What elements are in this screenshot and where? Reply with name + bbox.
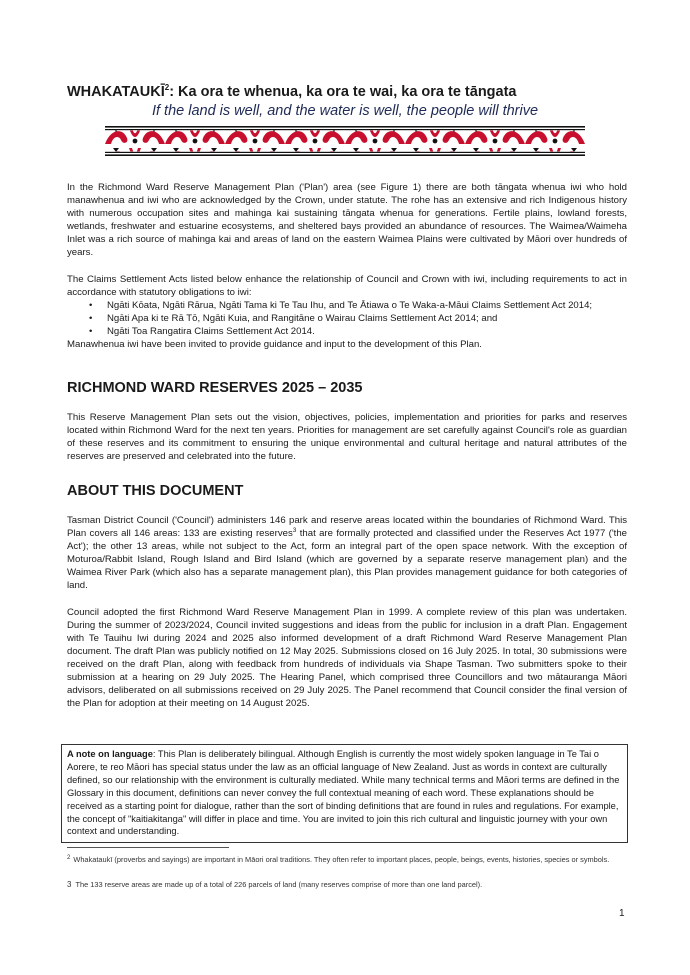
list-item: • Ngāti Apa ki te Rā Tō, Ngāti Kuia, and Rangitāne o Wairau Claims Settlement Act 2014; and [67,312,627,325]
footnote-marker: 3 [292,526,297,534]
whakatauki-maori-text: : Ka ora te whenua, ka ora te wai, ka ora te tāngata [169,84,517,100]
language-note-text: : This Plan is deliberately bilingual. Although English is currently the most widely spoken language in Te Tai o Aorere, te reo Māori has special status under the law as an official language of New Zealand. Just as words in context are culturally defined, so our relationship with the environment is culturally mediated. While many technical terms and Māori terms are defined in the Glossary in this document, definitions can never convey the full contextual meaning of each word. These explanations should be received as a starting point for dialogue, rather than the sort of binding definitions that are found in rules and regulations. For example, the concept of "kaitiakitanga" will differ in place and time. You are invited to join this rich cultural and linguistic journey with your own context and understanding. [67,749,620,837]
intro-paragraph-3: Manawhenua iwi have been invited to provide guidance and input to the development of this Plan. [67,339,482,351]
footnote-marker: 2 [164,83,170,93]
intro-section [67,181,627,351]
about-paragraph-1: Tasman District Council ('Council') administers 146 park and reserve areas located within the boundaries of Richmond Ward. This Plan covers all 146 areas: 133 are existing reserves$^3$ that are formally protected and classified under the Reserves Act 1977 ('the Act'); the other 13 areas, while not subject to the Act, form an integral part of the open space network. With the exception of Moturoa/Rabbit Island, Rough Island and Bird Island (which are governed by a separate reserve management plan) and the Waimea River Park (which also has a separate management plan), this Plan provides management guidance for both categories of land. [67,515,627,592]
reserves-heading: RICHMOND WARD RESERVES 2025 – 2035 [67,380,363,396]
about-section [67,514,627,710]
list-item: • Ngāti Toa Rangatira Claims Settlement Act 2014. [67,325,627,338]
language-note-box [61,744,628,843]
footnote: 3 The 133 reserve areas are made up of a total of 226 parcels of land (many reserves comprise of more than one land parcel). [67,880,483,889]
about-paragraph-2: Council adopted the first Richmond Ward Reserve Management Plan in 1999. A complete review of this plan was undertaken. During the summer of 2023/2024, Council invited suggestions and ideas from the public for inclusion in a draft Plan. Engagement with Te Tauihu Iwi during 2024 and 2025 also informed development of a draft Richmond Ward Reserve Management Plan document. The draft Plan was publicly notified on 12 May 2025. Submissions closed on 16 July 2025. In total, 30 submissions were received on the draft Plan, along with feedback from hundreds of individuals via Shape Tasman. Two submitters spoke to their submission at a hearing on 29 July 2025. The Hearing Panel, which comprised three Councillors and two mātauranga Māori advisors, deliberated on all submissions received on 29 July 2025. The Panel recommend that Council consider the final version of the Plan for adoption at their meeting on 14 August 2025. [67,606,627,710]
settlement-acts-list [67,299,627,338]
page-number: 1 [619,908,625,919]
intro-paragraph-2: The Claims Settlement Acts listed below enhance the relationship of Council and Crown with iwi, including requirements to act in accordance with statutory obligations to iwi: [67,273,627,298]
list-item: • Ngāti Kōata, Ngāti Rārua, Ngāti Tama ki Te Tau Ihu, and Te Ātiawa o Te Waka-a-Māui Claims Settlement Act 2014; [67,299,627,312]
intro-paragraph-1: In the Richmond Ward Reserve Management Plan ('Plan') area (see Figure 1) there are both tāngata whenua iwi who hold manawhenua and iwi who are acknowledged by the Crown, under statute. The rohe has an extensive and rich Indigenous history with numerous occupation sites and mahinga kai sustaining tāngata whenua for generations. Fertile plains, lowland forests, wetlands, freshwater and estuarine ecosystems, and sheltered bays provided an abundance of resources. The Waimea/Waimeha Inlet was a rich source of mahinga kai and areas of land on the eastern Waimea Plains were cultivated by Māori over hundreds of years. [67,182,627,259]
footnote: $^2$ Whakataukī (proverbs and sayings) are important in Māori oral traditions. They often refer to important places, people, beings, events, histories, species or symbols. [67,854,610,864]
whakatauki-translation: If the land is well, and the water is well, the people will thrive [151,103,539,119]
about-heading: ABOUT THIS DOCUMENT [67,483,244,499]
kowhaiwhai-pattern-icon [105,126,585,156]
whakatauki-label: WHAKATAUKĪ [67,84,165,100]
footnote-divider [67,847,229,848]
language-note-label: A note on language [67,749,153,759]
whakatauki-heading [67,84,627,100]
reserves-paragraph: This Reserve Management Plan sets out the vision, objectives, policies, implementation and priorities for parks and reserves located within Richmond Ward for the next ten years. Priorities for management are set carefully against Council's role as guardian of these reserves and its commitment to ensuring the unique environmental and cultural heritage and natural attributes of the reserves are preserved and celebrated into the future. [67,412,627,463]
